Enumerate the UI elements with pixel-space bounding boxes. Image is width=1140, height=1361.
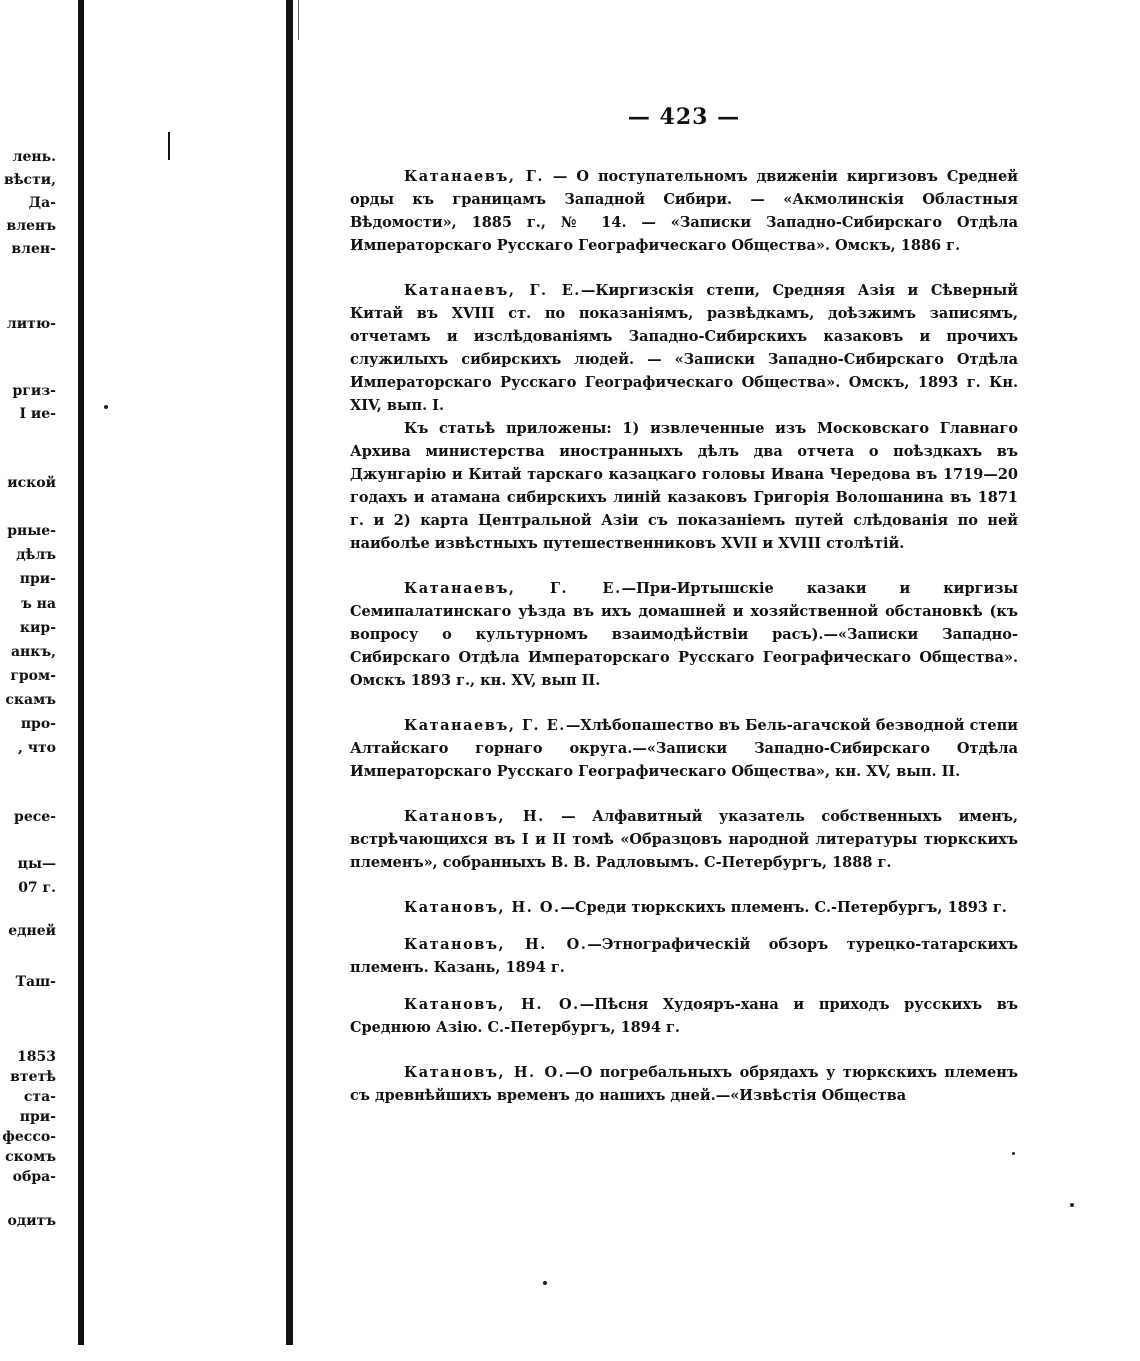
entry-author: Катановъ, Н. О. [404,936,588,953]
scan-speck [104,405,108,409]
left-fragment-line: Да- [28,195,56,211]
entry-author: Катанаевъ, Г. Е. [404,717,566,734]
left-fragment-line: ста- [23,1089,56,1105]
left-fragment-line: скамъ [5,692,56,708]
left-fragment-line: цы— [17,856,56,872]
left-fragment-line: при- [19,571,56,587]
entry-text: —Киргизскія степи, Средняя Азія и Сѣверный Китай въ XVIII ст. по показаніямъ, развѣдкамъ, доѣзжимъ записямъ, отчетамъ и изслѣдованіямъ Западно-Сибирскихъ казаковъ и прочихъ служилыхъ сибирскихъ людей. — «Записки Западно-Сибирскаго Отдѣла Императорскаго Русскаго Географическаго Общества». Омскъ, 1893 г. Кн. XIV, вып. I. [350,282,1018,414]
left-fragment-line: ресе- [14,809,56,825]
bibliography-entry [350,933,1018,979]
bibliography-entry [350,577,1018,692]
left-fragment-line: влен- [11,241,56,257]
left-fragment-line: при- [19,1109,56,1125]
bibliography-entry [350,896,1018,919]
entry-text: — Алфавитный указатель собственныхъ именъ, встрѣчающихся въ I и II томѣ «Образцовъ народной литературы тюркскихъ племенъ», собранныхъ В. В. Радловымъ. С-Петербургъ, 1888 г. [350,808,1018,871]
bibliography-entry [350,993,1018,1039]
left-fragment-line: ргиз- [12,383,56,399]
entry-author: Катанаевъ, Г. Е. [404,282,581,299]
entry-text: —При-Иртышскіе казаки и киргизы Семипалатинскаго уѣзда въ ихъ домашней и хозяйственной обстановкѣ (къ вопросу о культурномъ взаимодѣйствіи расъ).—«Записки Западно-Сибирскаго Отдѣла Императорскаго Русскаго Географическаго Общества». Омскъ 1893 г., кн. XV, вып II. [350,580,1019,689]
left-fragment-line: Таш- [15,974,56,990]
entry-text: Къ статьѣ приложены: 1) извлеченные изъ Московскаго Главнаго Архива министерства иностранныхъ дѣлъ два отчета о поѣздкахъ въ Джунгарію и Китай тарскаго казацкаго головы Ивана Чередова въ 1719—20 годахъ и атамана сибирскихъ линій казаковъ Григорія Волошанина въ 1871 г. и 2) карта Центральной Азіи съ показаніемъ путей слѣдованія по ней наиболѣе извѣстныхъ путешественниковъ XVII и XVIII столѣтій. [350,420,1018,552]
left-fragment-line: вѣсти, [3,172,56,188]
left-fragment-line: 07 г. [18,880,56,896]
left-fragment-line: вленъ [6,218,56,234]
left-fragment-line: втетѣ [10,1069,56,1085]
bibliography-list [350,165,1018,1107]
left-fragment-line: едней [8,923,56,939]
bibliography-entry [350,279,1018,417]
scan-speck [543,1281,547,1285]
left-fragment-line: скомъ [5,1149,56,1165]
entry-author: Катанаевъ, Г. [404,168,544,185]
left-fragment-line: лень. [12,149,56,165]
entry-text: — О поступательномъ движеніи киргизовъ Средней орды къ границамъ Западной Сибири. — «Акмолинскія Областныя Вѣдомости», 1885 г., № 14. — «Записки Западно-Сибирскаго Отдѣла Императорскаго Русскаго Географическаго Общества». Омскъ, 1886 г. [350,168,1018,254]
entry-author: Катанаевъ, Г. Е. [404,580,622,597]
entry-author: Катановъ, Н. О. [404,996,580,1013]
left-fragment-line: обра- [12,1169,56,1185]
gutter-mark [168,132,170,160]
scan-speck [1070,1203,1074,1207]
left-fragment-line: дѣлъ [16,547,56,563]
binding-line-left [78,0,84,1345]
left-fragment-line: иской [7,475,56,491]
entry-author: Катановъ, Н. О. [404,1064,566,1081]
left-fragment-line: одитъ [7,1213,56,1229]
entry-text: —Этнографическій обзоръ турецко-татарскихъ племенъ. Казань, 1894 г. [350,936,1018,976]
bibliography-entry [350,165,1018,257]
left-fragment-line: 1853 [17,1049,56,1065]
left-fragment-line: гром- [10,668,56,684]
entry-author: Катановъ, Н. О. [404,899,561,916]
scan-speck [1012,1152,1015,1155]
left-fragment-line: ъ на [21,596,56,612]
left-fragment-line: про- [20,716,56,732]
left-fragment-line: кир- [19,620,56,636]
entry-text: —Пѣсня Худояръ-хана и приходъ русскихъ въ Среднюю Азію. С.-Петербургъ, 1894 г. [350,996,1018,1036]
left-fragment-line: литю- [6,316,56,332]
entry-text: —Хлѣбопашество въ Бель-агачской безводной степи Алтайскаго горнаго округа.—«Записки Западно-Сибирскаго Отдѣла Императорскаго Русскаго Географическаго Общества», кн. XV, вып. II. [350,717,1019,780]
bibliography-note [350,417,1018,555]
left-fragment-line: анкъ, [10,644,56,660]
bibliography-entry [350,714,1018,783]
entry-text: —О погребальныхъ обрядахъ у тюркскихъ племенъ съ древнѣйшихъ временъ до нашихъ дней.—«Извѣстія Общества [350,1064,1018,1104]
left-fragment-line: рные- [7,523,56,539]
left-fragment-line: I ие- [19,406,56,422]
page-number: — 423 — [627,104,741,130]
binding-line-right [286,0,293,1345]
left-fragment-line: фессо- [2,1129,56,1145]
left-fragment-line: , что [17,740,56,756]
entry-text: —Среди тюркскихъ племенъ. С.-Петербургъ, 1893 г. [560,899,1007,916]
bibliography-entry [350,805,1018,874]
entry-author: Катановъ, Н. [404,808,545,825]
gutter-mark [298,0,299,40]
left-page-fragment [0,0,62,1361]
bibliography-entry [350,1061,1018,1107]
